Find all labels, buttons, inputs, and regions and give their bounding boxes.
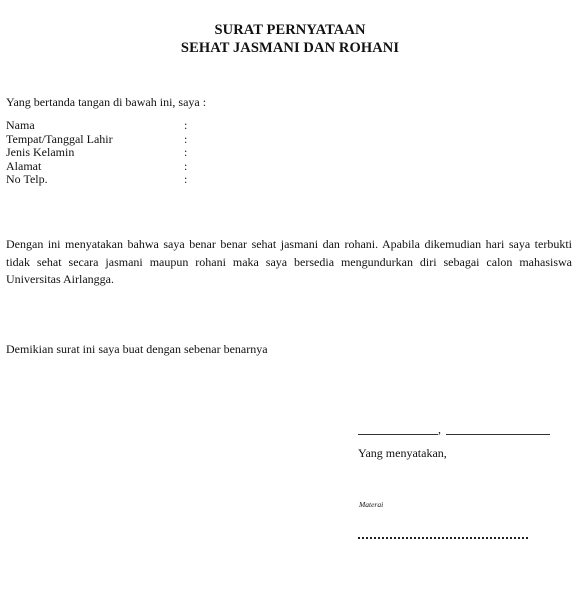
document-title-line2: SEHAT JASMANI DAN ROHANI [180, 40, 400, 56]
place-date-comma: , [438, 422, 441, 436]
signer-title: Yang menyatakan, [358, 446, 447, 460]
signature-block [358, 422, 558, 509]
field-label: Alamat [6, 158, 42, 173]
field-colon: : [184, 172, 188, 186]
place-blank [358, 434, 438, 435]
date-blank [446, 434, 550, 435]
field-label: Nama [6, 118, 35, 132]
document-title-line1: SURAT PERNYATAAN [214, 22, 366, 38]
field-row-nama [6, 119, 406, 133]
intro-text: Yang bertanda tangan di bawah ini, saya : [6, 95, 207, 109]
field-label: Jenis Kelamin [6, 145, 75, 159]
field-row-tempat-tanggal-lahir [6, 133, 406, 147]
statement-paragraph: Dengan ini menyatakan bahwa saya benar benar sehat jasmani dan rohani. Apabila dikemudian hari saya terbukti tidak sehat secara jasmani maupun rohani maka saya bersedia mengundurkan diri sebagai calon mahasiswa Universitas Airlangga. [6, 237, 572, 286]
field-row-jenis-kelamin [6, 146, 406, 160]
field-colon: : [184, 118, 188, 132]
place-date-line [358, 424, 558, 442]
field-colon: : [184, 158, 188, 173]
field-row-no-telp [6, 173, 406, 187]
signature-line [358, 537, 528, 539]
identity-fields [6, 119, 406, 187]
field-colon: : [184, 131, 188, 146]
stamp-label: Materai [359, 500, 384, 509]
closing-text: Demikian surat ini saya buat dengan sebenar benarnya [6, 342, 268, 356]
field-label: No Telp. [6, 172, 48, 186]
field-label: Tempat/Tanggal Lahir [6, 131, 113, 146]
field-row-alamat [6, 160, 406, 174]
field-colon: : [184, 145, 188, 159]
